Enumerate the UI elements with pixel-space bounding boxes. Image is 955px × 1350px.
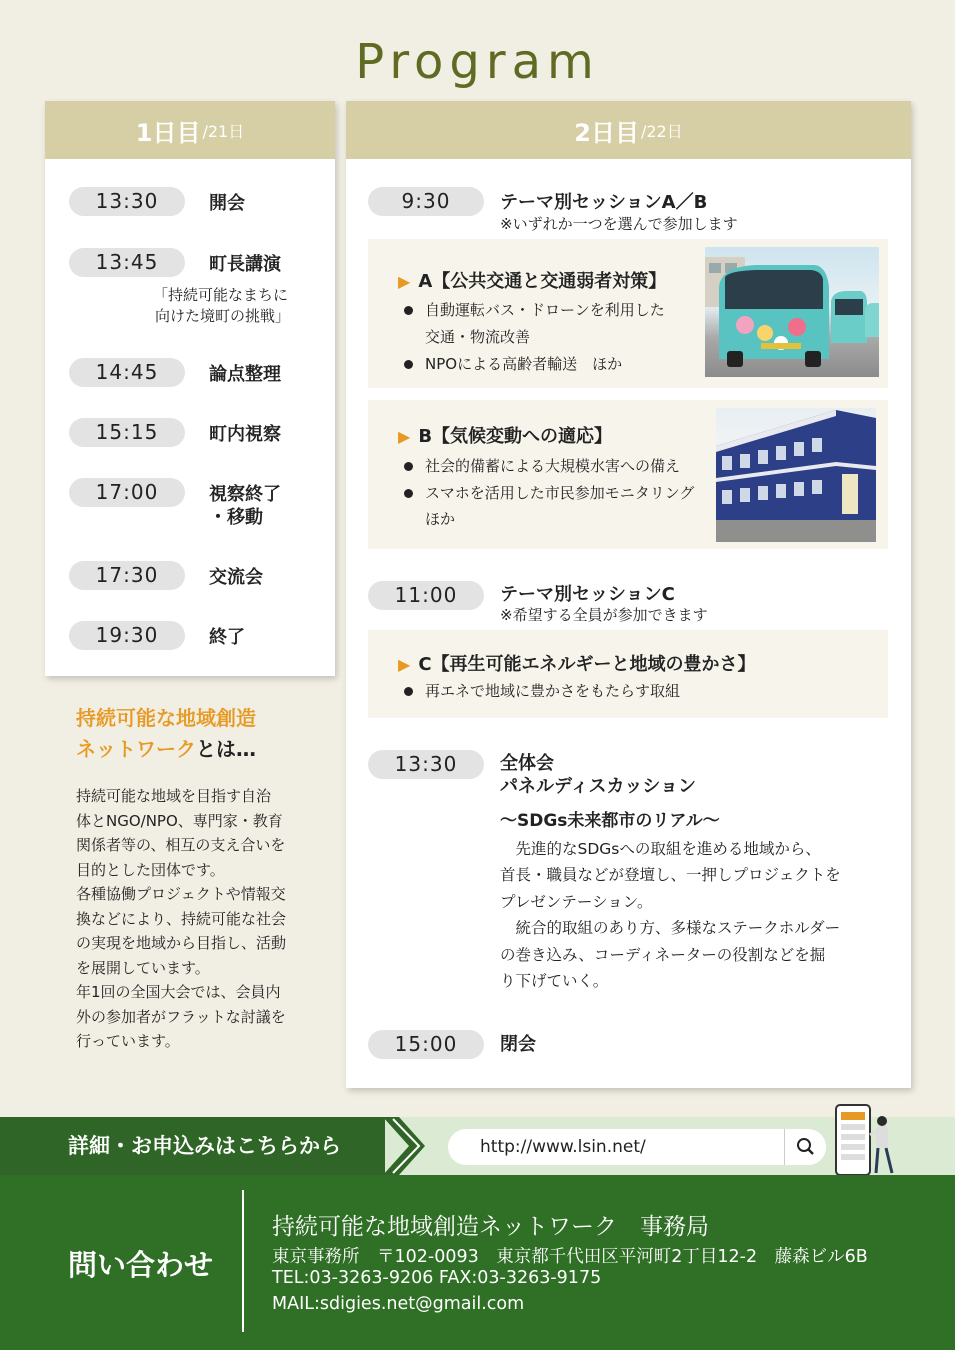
description-line: 先進的なSDGsへの取組を進める地域から、: [500, 840, 821, 858]
time-badge: 17:30: [69, 561, 185, 590]
event-subtitle: 向けた境町の挑戦」: [155, 307, 291, 325]
event-title: ・移動: [209, 507, 263, 528]
contact-org: 持続可能な地域創造ネットワーク 事務局: [272, 1214, 709, 1240]
bullet-text: 交通・物流改善: [425, 328, 531, 346]
day1-header: [45, 101, 335, 159]
session-a-box: [368, 239, 888, 388]
bullet-text: 社会的備蓄による大規模水害への備え: [425, 457, 681, 475]
description-line: プレゼンテーション。: [500, 892, 653, 911]
session-c-title-text: C【再生可能エネルギーと地域の豊かさ】: [418, 654, 756, 675]
bullet-text: ほか: [425, 510, 456, 528]
bullet-item: [404, 453, 680, 479]
bullet-dot-icon: [404, 306, 413, 315]
session-b-box: [368, 400, 888, 549]
bullet-dot-icon: [404, 489, 413, 498]
triangle-bullet-icon: ▶: [398, 655, 411, 674]
bullet-text: 再エネで地域に豊かさをもたらす取組: [425, 682, 681, 700]
description-line: 目的とした団体です。: [76, 860, 225, 879]
session-title: テーマ別セッションC: [500, 584, 675, 605]
time-badge: 13:30: [69, 187, 185, 216]
event-title: 交流会: [209, 567, 263, 588]
bullet-item: [404, 297, 665, 323]
day2-card: [346, 101, 911, 1088]
bullet-dot-icon: [404, 462, 413, 471]
description-line: 体とNGO/NPO、専門家・教育: [76, 811, 283, 830]
description-line: を展開しています。: [76, 958, 210, 977]
network-heading-suffix: とは…: [196, 737, 256, 761]
footer-divider: [242, 1190, 244, 1332]
description-line: 年1回の全国大会では、会員内: [76, 983, 281, 1001]
event-title: 論点整理: [209, 364, 281, 385]
triangle-bullet-icon: ▶: [398, 272, 411, 291]
bullet-text: NPOによる高齢者輸送 ほか: [425, 355, 623, 373]
search-button[interactable]: [784, 1129, 826, 1165]
time-badge: 15:15: [69, 418, 185, 447]
description-line: 外の参加者がフラットな討議を: [76, 1007, 286, 1026]
description-line: 首長・職員などが登壇し、一押しプロジェクトを: [500, 866, 841, 885]
session-description: [500, 836, 841, 994]
time-badge: 9:30: [368, 187, 484, 216]
session-a-title: [398, 267, 666, 293]
event-title: 視察終了: [209, 484, 281, 505]
session-a-title-text: A【公共交通と交通弱者対策】: [418, 271, 667, 292]
description-line: の巻き込み、コーディネーターの役割などを掘: [500, 945, 826, 964]
triangle-bullet-icon: ▶: [398, 427, 411, 446]
description-line: 持続可能な地域を目指す自治: [76, 787, 272, 805]
chevron-right-icon: [383, 1117, 429, 1175]
bullet-item: [404, 351, 622, 377]
time-badge: 15:00: [368, 1030, 484, 1059]
smartphone-user-illustration-icon: [832, 1103, 908, 1175]
session-note: ※希望する全員が参加できます: [500, 606, 708, 624]
time-badge: 19:30: [69, 621, 185, 650]
bullet-item: [404, 480, 694, 506]
time-badge: 13:45: [69, 248, 185, 277]
autonomous-bus-photo: [705, 247, 879, 377]
bullet-text: スマホを活用した市民参加モニタリング: [425, 484, 695, 502]
day2-date: /22日: [640, 121, 683, 141]
search-icon: [785, 1129, 827, 1165]
session-title: 全体会: [500, 753, 554, 774]
time-badge: 17:00: [69, 478, 185, 507]
event-subtitle: 「持続可能なまちに: [153, 286, 289, 304]
network-heading: [76, 703, 256, 765]
session-subtitle: ～SDGs未来都市のリアル～: [500, 811, 720, 831]
bullet-item-cont: [425, 324, 530, 350]
event-title: 町長講演: [209, 254, 281, 275]
page-title: Program: [355, 34, 600, 90]
day2-header: [346, 101, 911, 159]
time-badge: 14:45: [69, 358, 185, 387]
day1-date: /21日: [202, 121, 245, 141]
url-text: http://www.lsin.net/: [480, 1137, 646, 1157]
url-search-field[interactable]: [448, 1129, 826, 1165]
bullet-dot-icon: [404, 687, 413, 696]
network-description: [76, 784, 311, 1054]
contact-address: 東京事務所 〒102-0093 東京都千代田区平河町2丁目12-2 藤森ビル6B: [272, 1247, 868, 1267]
session-b-title-text: B【気候変動への適応】: [418, 426, 613, 447]
event-title: 町内視察: [209, 424, 281, 445]
bullet-item: [404, 678, 680, 704]
cta-label: 詳細・お申込みはこちらから: [0, 1117, 385, 1175]
description-line: 統合的取組のあり方、多様なステークホルダー: [500, 919, 841, 938]
blue-building-photo: [716, 408, 876, 542]
bullet-item-cont: [425, 506, 455, 532]
bullet-dot-icon: [404, 360, 413, 369]
contact-label: 問い合わせ: [68, 1248, 214, 1282]
description-line: の実現を地域から目指し、活動: [76, 934, 287, 952]
session-b-title: [398, 422, 612, 448]
contact-tel: TEL:03-3263-9206 FAX:03-3263-9175: [272, 1268, 602, 1288]
network-heading-line2: ネットワーク: [76, 737, 196, 761]
bullet-text: 自動運転バス・ドローンを利用した: [425, 301, 665, 319]
session-note: ※いずれか一つを選んで参加します: [500, 215, 738, 233]
session-title: パネルディスカッション: [500, 776, 697, 797]
description-line: 換などにより、持続可能な社会: [76, 909, 287, 928]
description-line: 各種協働プロジェクトや情報交: [76, 885, 286, 903]
time-badge: 11:00: [368, 581, 484, 610]
event-title: 開会: [209, 193, 245, 214]
description-line: 関係者等の、相互の支え合いを: [76, 836, 286, 854]
network-heading-line1: 持続可能な地域創造: [76, 706, 256, 730]
description-line: り下げていく。: [500, 972, 609, 991]
event-title: 終了: [209, 627, 245, 648]
session-c-box: [368, 630, 888, 718]
contact-mail[interactable]: MAIL:sdigies.net@gmail.com: [272, 1294, 525, 1314]
day1-label: 1日目: [135, 118, 201, 147]
time-badge: 13:30: [368, 750, 484, 779]
session-title: 閉会: [500, 1034, 536, 1055]
day1-card: [45, 101, 335, 676]
description-line: 行っています。: [76, 1032, 180, 1050]
session-c-title: [398, 650, 756, 676]
session-title: テーマ別セッションA／B: [500, 192, 708, 213]
contact-footer: [0, 1175, 955, 1350]
day2-label: 2日目: [574, 118, 639, 147]
